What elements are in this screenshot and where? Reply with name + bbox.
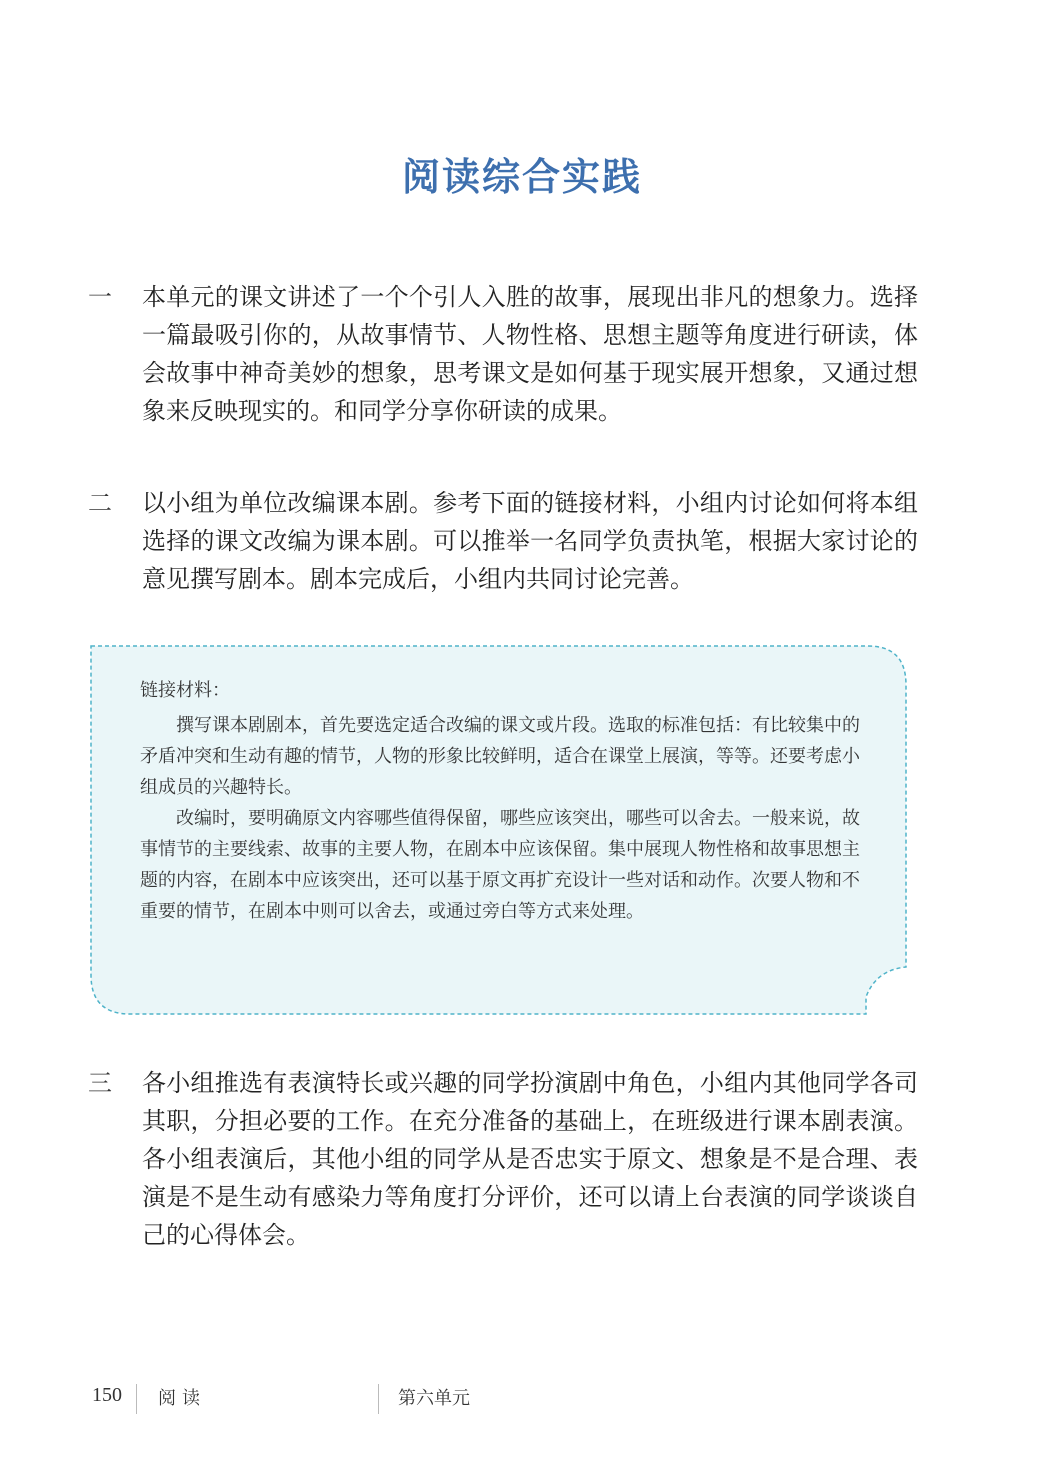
item-text: 以小组为单位改编课本剧。参考下面的链接材料，小组内讨论如何将本组选择的课文改编为课本剧。可以推举一名同学负责执笔，根据大家讨论的意见撰写剧本。剧本完成后，小组内共同讨论完善。 — [142, 489, 918, 593]
footer-divider — [136, 1384, 137, 1414]
item-number: 一 — [88, 283, 112, 311]
activity-item-3 — [88, 1064, 918, 1254]
link-material-box — [90, 645, 908, 1015]
activity-item-1 — [88, 278, 918, 430]
link-box-paragraph-1: 撰写课本剧剧本，首先要选定适合改编的课文或片段。选取的标准包括：有比较集中的矛盾冲突和生动有趣的情节，人物的形象比较鲜明，适合在课堂上展演，等等。还要考虑小组成员的兴趣特长。 — [140, 715, 860, 798]
item-text: 各小组推选有表演特长或兴趣的同学扮演剧中角色，小组内其他同学各司其职，分担必要的工作。在充分准备的基础上，在班级进行课本剧表演。各小组表演后，其他小组的同学从是否忠实于原文、想象是不是合理、表演是不是生动有感染力等角度打分评价，还可以请上台表演的同学谈谈自己的心得体会。 — [142, 1069, 918, 1249]
item-number: 三 — [88, 1069, 112, 1097]
page-footer — [0, 1384, 1044, 1414]
page-title: 阅读综合实践 — [401, 155, 642, 199]
footer-unit-label: 第六单元 — [398, 1388, 470, 1409]
item-text: 本单元的课文讲述了一个个引人入胜的故事，展现出非凡的想象力。选择一篇最吸引你的，从故事情节、人物性格、思想主题等角度进行研读，体会故事中神奇美妙的想象，思考课文是如何基于现实展开想象，又通过想象来反映现实的。和同学分享你研读的成果。 — [142, 283, 918, 425]
item-number: 二 — [88, 489, 112, 517]
link-box-paragraph-2: 改编时，要明确原文内容哪些值得保留，哪些应该突出，哪些可以舍去。一般来说，故事情节的主要线索、故事的主要人物，在剧本中应该保留。集中展现人物性格和故事思想主题的内容，在剧本中应该突出，还可以基于原文再扩充设计一些对话和动作。次要人物和不重要的情节，在剧本中则可以舍去，或通过旁白等方式来处理。 — [140, 808, 860, 922]
footer-divider — [378, 1384, 379, 1414]
link-box-content — [140, 675, 860, 927]
link-box-title: 链接材料： — [140, 680, 230, 701]
activity-item-2 — [88, 484, 918, 598]
footer-section-label: 阅读 — [158, 1388, 206, 1409]
page-number: 150 — [92, 1384, 122, 1406]
